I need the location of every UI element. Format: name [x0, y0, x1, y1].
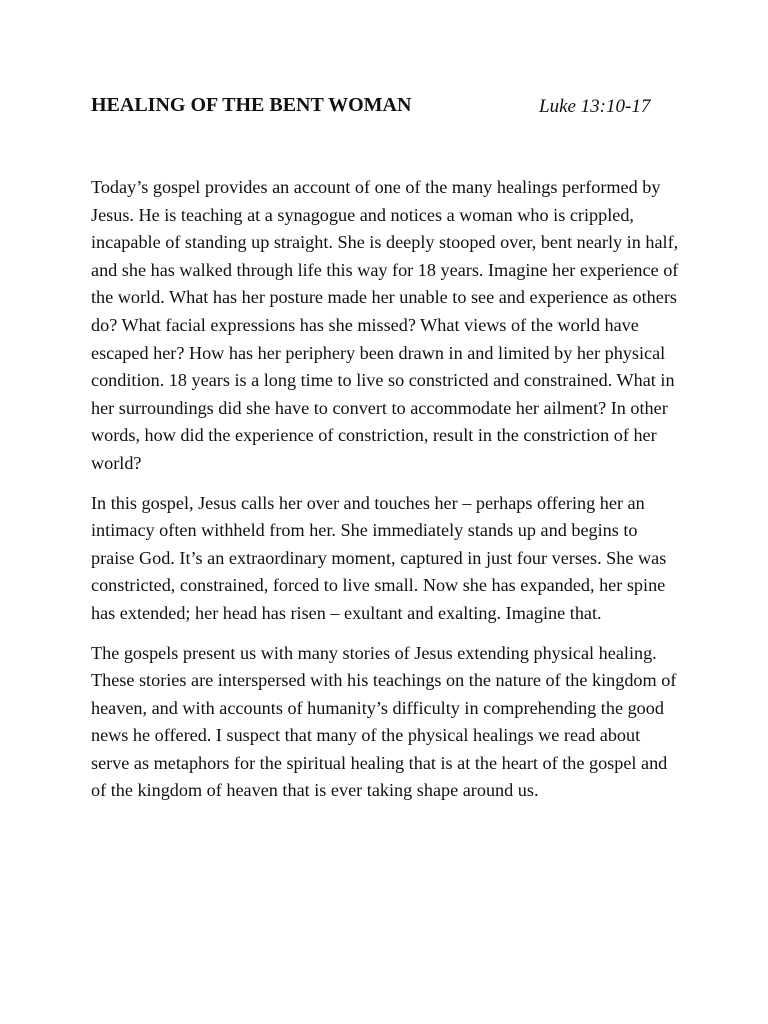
paragraph-3: The gospels present us with many stories of Jesus extending physical healing. These stories are interspersed with his teachings on the nature of the kingdom of heaven, and with accounts of humanity’s difficulty in comprehending the good news he offered. I suspect that many of the physical healings we read about serve as metaphors for the spiritual healing that is at the heart of the gospel and of the kingdom of heaven that is ever taking shape around us. [91, 642, 677, 801]
document-title: HEALING OF THE BENT WOMAN [91, 94, 412, 116]
document-body [91, 174, 681, 817]
paragraph-1: Today’s gospel provides an account of one of the many healings performed by Jesus. He is teaching at a synagogue and notices a woman who is crippled, incapable of standing up straight. She is deeply stooped over, bent nearly in half, and she has walked through life this way for 18 years. Imagine her experience of the world. What has her posture made her unable to see and experience as others do? What facial expressions has she missed? What views of the world have escaped her? How has her periphery been drawn in and limited by her physical condition. 18 years is a long time to live so constricted and constrained. What in her surroundings did she have to convert to accommodate her ailment? In other words, how did the experience of constriction, result in the constriction of her world? [91, 177, 679, 473]
document-page [91, 0, 681, 1024]
heading-row [91, 94, 681, 124]
paragraph-2: In this gospel, Jesus calls her over and touches her – perhaps offering her an intimacy often withheld from her. She immediately stands up and begins to praise God. It’s an extraordinary moment, captured in just four verses. She was constricted, constrained, forced to live small. Now she has expanded, her spine has extended; her head has risen – exultant and exalting. Imagine that. [91, 492, 667, 623]
scripture-reference: Luke 13:10-17 [539, 96, 651, 117]
